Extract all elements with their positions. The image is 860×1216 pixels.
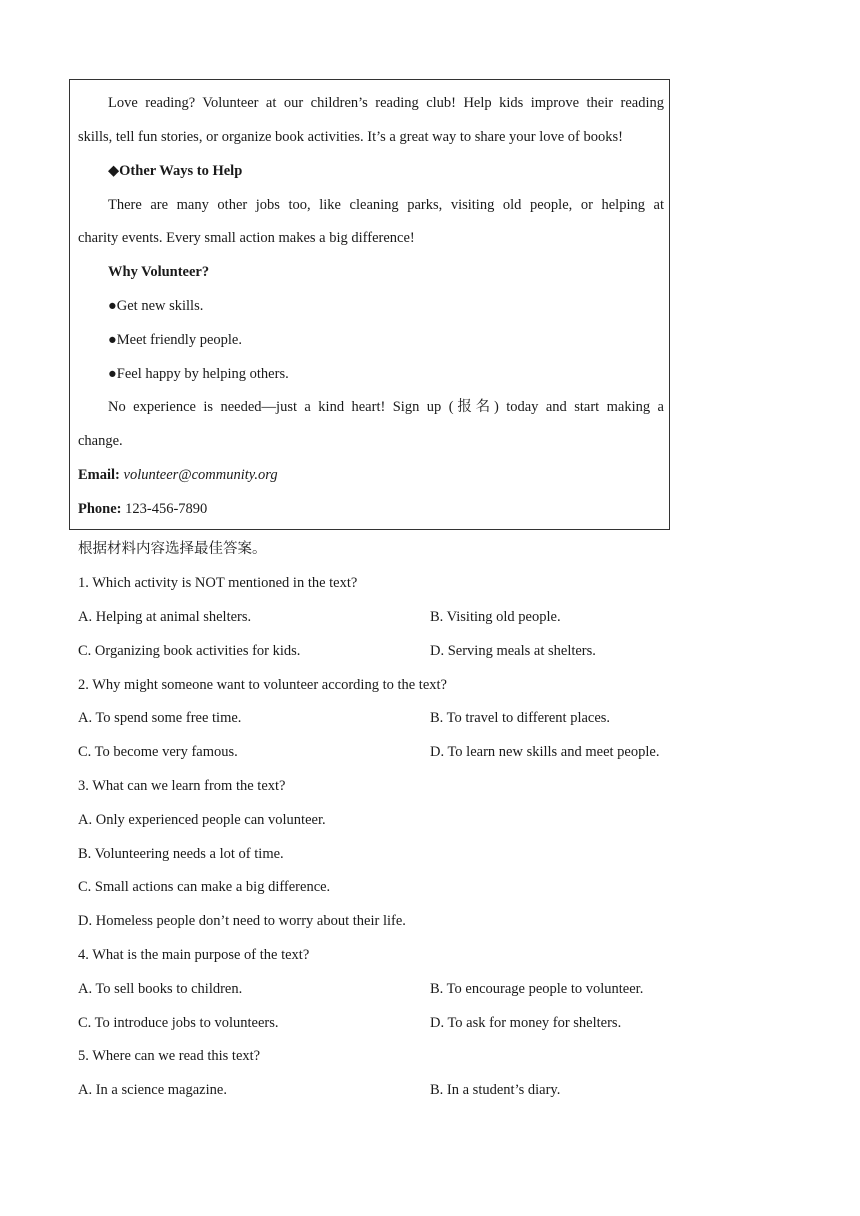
instruction: 根据材料内容选择最佳答案。 xyxy=(78,541,267,557)
passage-para1-line1: Love reading? Volunteer at our children’s reading club! Help kids improve their reading xyxy=(108,95,664,111)
email-line xyxy=(78,466,278,484)
option-b: B. Volunteering needs a lot of time. xyxy=(78,846,284,862)
option-d: D. Homeless people don’t need to worry about their life. xyxy=(78,913,406,929)
phone-value: 123-456-7890 xyxy=(125,501,208,517)
why-volunteer-heading: Why Volunteer? xyxy=(108,264,210,280)
bullet-icon: ● xyxy=(108,332,117,348)
option-a: A. To sell books to children. xyxy=(78,981,243,997)
option-d: D. To learn new skills and meet people. xyxy=(430,744,660,760)
question-stem: 1. Which activity is NOT mentioned in the text? xyxy=(78,575,358,591)
other-ways-heading xyxy=(108,162,242,180)
bullet-item xyxy=(108,365,289,383)
phone-label: Phone: xyxy=(78,501,122,517)
option-a: A. To spend some free time. xyxy=(78,710,242,726)
option-c: C. To introduce jobs to volunteers. xyxy=(78,1015,279,1031)
bullet-text: Meet friendly people. xyxy=(116,332,242,348)
bullet-item xyxy=(108,331,242,349)
email-label: Email: xyxy=(78,467,120,483)
bullet-item xyxy=(108,297,203,315)
question-stem: 4. What is the main purpose of the text? xyxy=(78,947,310,963)
option-b: B. To encourage people to volunteer. xyxy=(430,981,644,997)
bullet-text: Feel happy by helping others. xyxy=(116,366,289,382)
question-stem: 3. What can we learn from the text? xyxy=(78,778,286,794)
option-c: C. Small actions can make a big difference. xyxy=(78,879,331,895)
phone-line xyxy=(78,500,207,518)
option-a: A. Only experienced people can volunteer. xyxy=(78,812,326,828)
passage-para3-line1: No experience is needed—just a kind heart! Sign up (报名) today and start making a xyxy=(108,399,664,415)
question-stem: 2. Why might someone want to volunteer according to the text? xyxy=(78,677,447,693)
bullet-icon: ● xyxy=(108,366,117,382)
option-b: B. In a student’s diary. xyxy=(430,1082,561,1098)
option-d: D. To ask for money for shelters. xyxy=(430,1015,622,1031)
option-b: B. To travel to different places. xyxy=(430,710,611,726)
diamond-icon: ◆ xyxy=(108,163,120,179)
bullet-icon: ● xyxy=(108,298,117,314)
email-value: volunteer@community.org xyxy=(123,467,278,483)
passage-para1-line2: skills, tell fun stories, or organize book activities. It’s a great way to share your love of books! xyxy=(78,129,623,145)
bullet-text: Get new skills. xyxy=(116,298,204,314)
passage-para3-line2: change. xyxy=(78,433,123,449)
option-d: D. Serving meals at shelters. xyxy=(430,643,596,659)
other-ways-heading-text: Other Ways to Help xyxy=(119,163,243,179)
option-c: C. Organizing book activities for kids. xyxy=(78,643,301,659)
question-stem: 5. Where can we read this text? xyxy=(78,1048,261,1064)
option-a: A. In a science magazine. xyxy=(78,1082,227,1098)
option-b: B. Visiting old people. xyxy=(430,609,561,625)
passage-para2-line1: There are many other jobs too, like cleaning parks, visiting old people, or helping at xyxy=(108,197,664,213)
option-c: C. To become very famous. xyxy=(78,744,238,760)
passage-para2-line2: charity events. Every small action makes a big difference! xyxy=(78,230,415,246)
option-a: A. Helping at animal shelters. xyxy=(78,609,252,625)
